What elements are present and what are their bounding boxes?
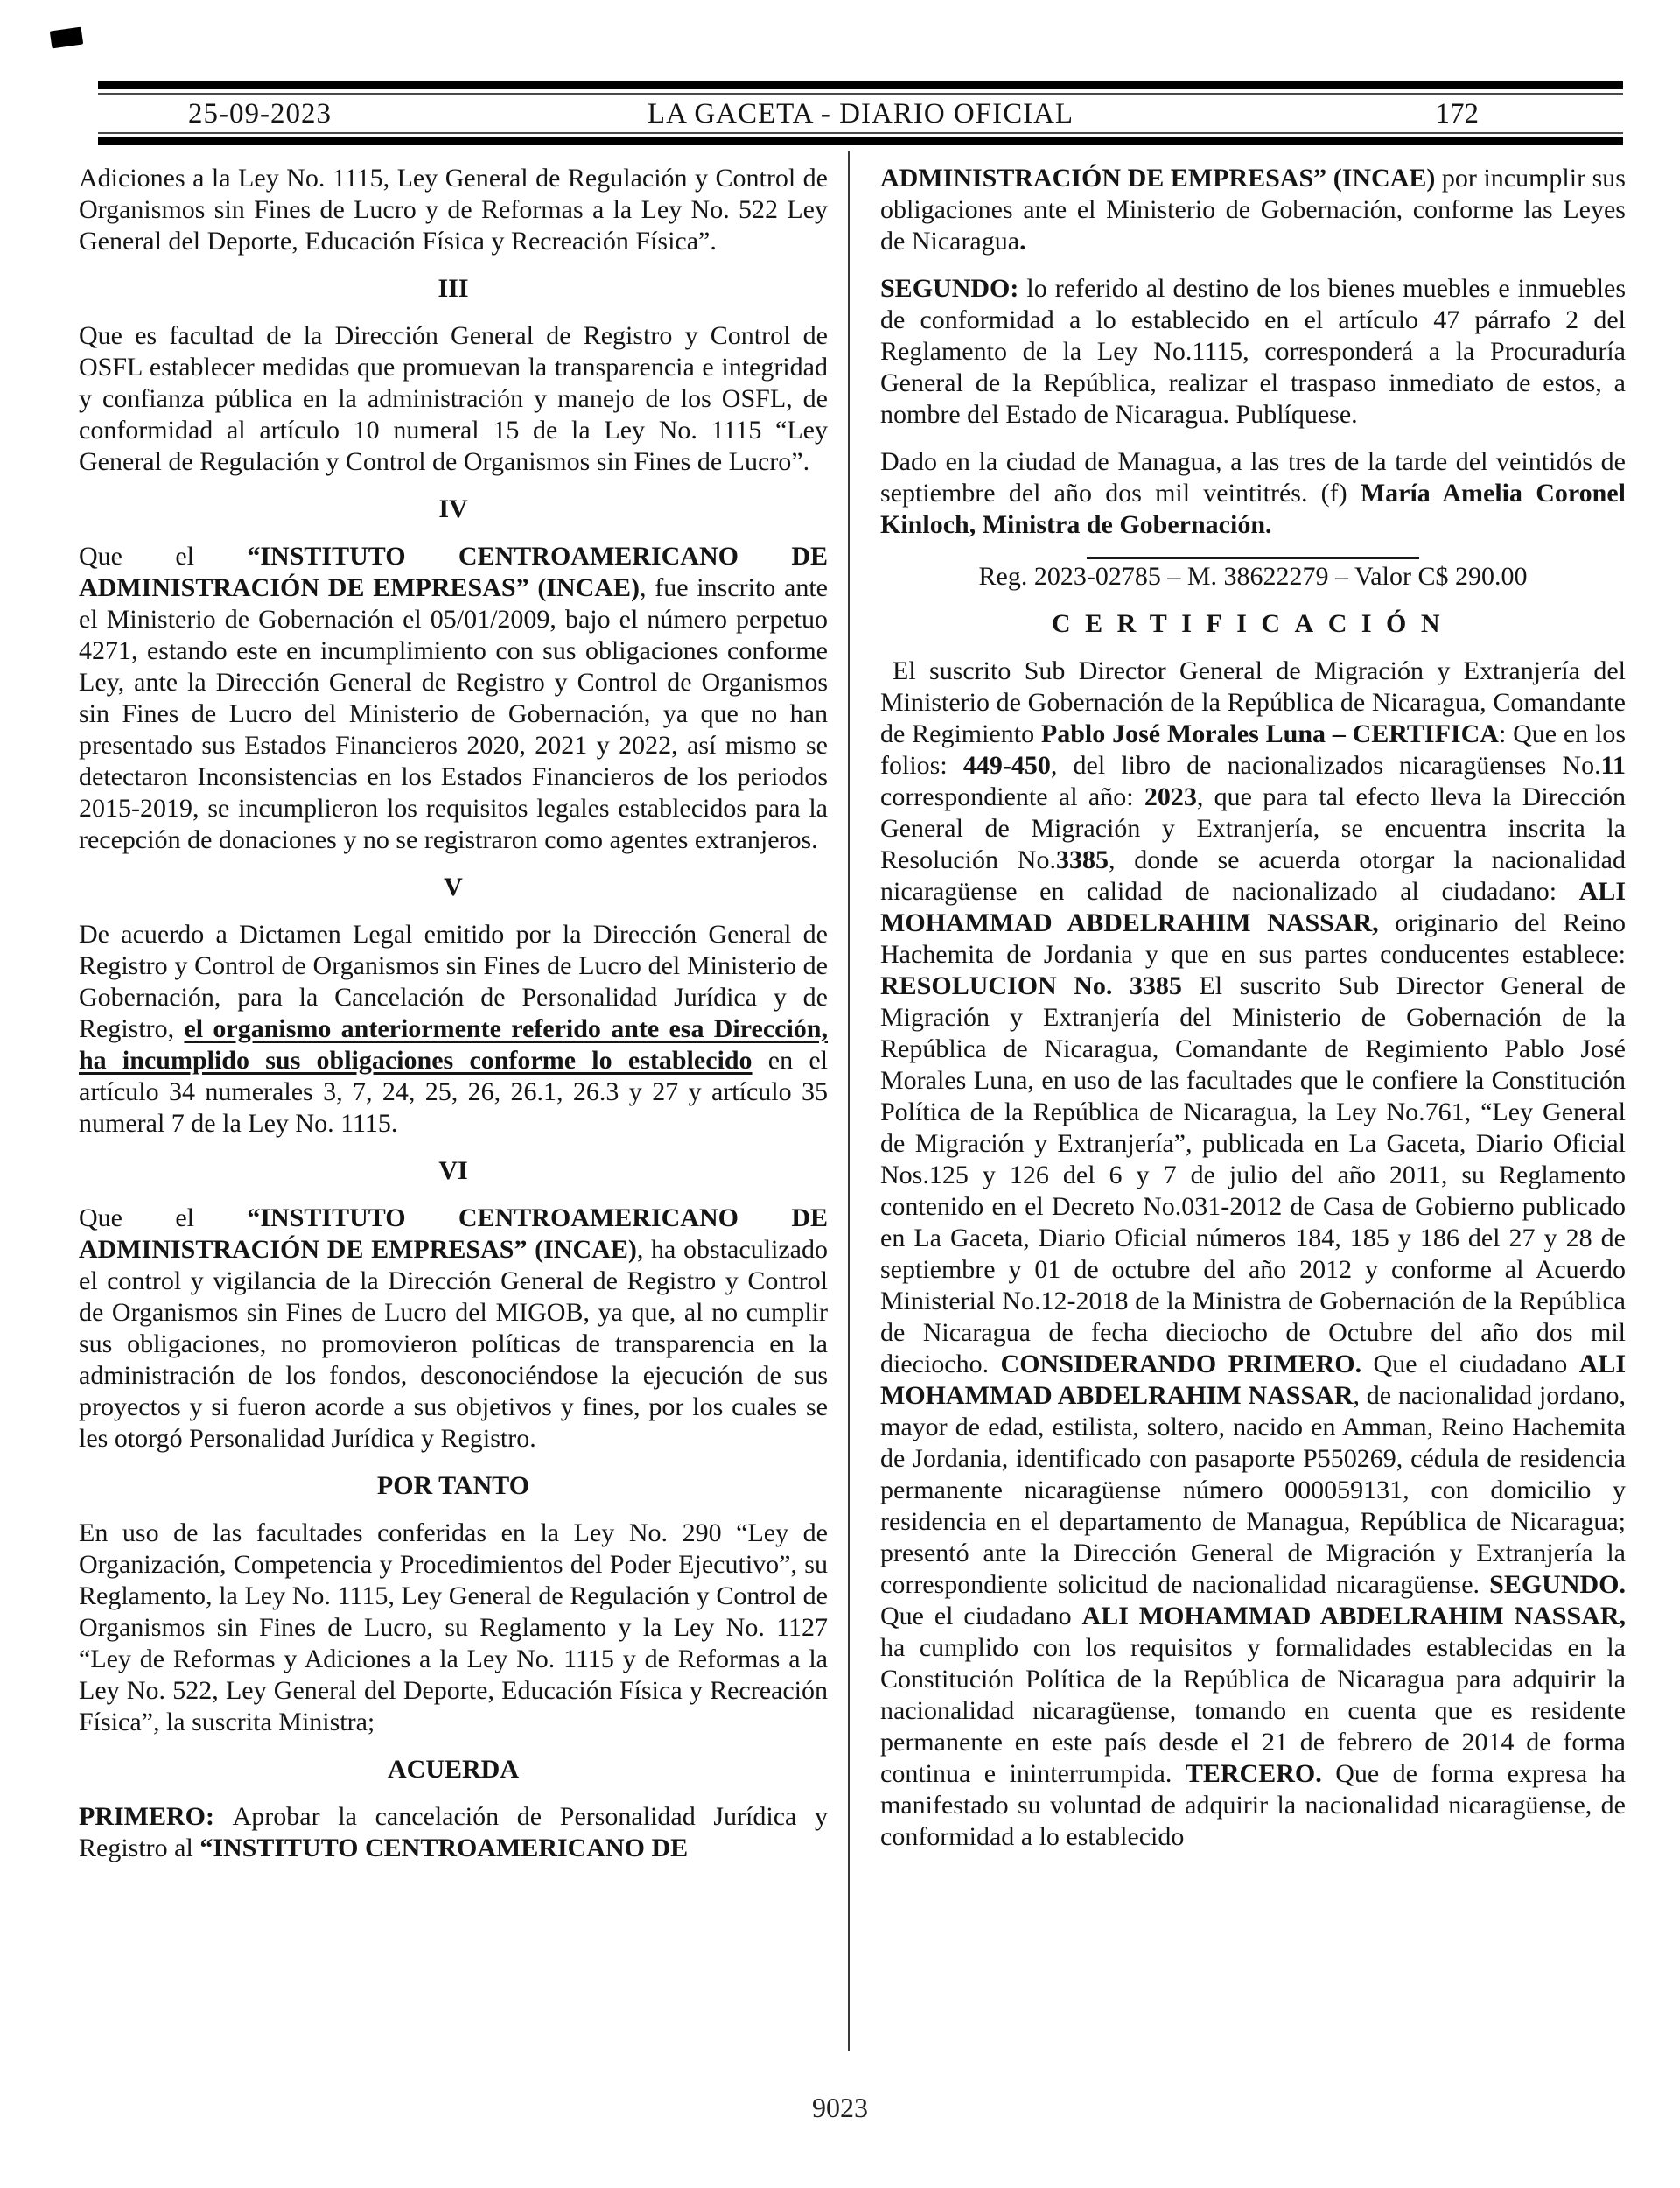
header-rule-thick-top: [98, 81, 1623, 89]
paragraph: [79, 1801, 828, 1864]
text-run: correspondiente al año:: [880, 782, 1144, 811]
paragraph: [880, 273, 1626, 431]
text-run: Aprobar la cancelación de Personalidad Jurídica y Registro al: [79, 1802, 828, 1862]
header-rule-thin-top: [98, 93, 1623, 95]
header-row: [98, 97, 1623, 130]
text-run: “INSTITUTO CENTROAMERICANO DE: [200, 1834, 689, 1862]
text-run: : Que en los folios:: [880, 719, 1627, 780]
text-run: El suscrito Sub Director General de Migración y Extranjería del Ministerio de Gobernación de la República de Nicaragua, Comandante de Regimiento: [880, 656, 1626, 748]
section-heading: CERTIFICACIÓN: [1051, 609, 1455, 638]
left-column: [79, 163, 828, 1880]
text-run: en el artículo 34 numerales 3, 7, 24, 25, 26, 26.1, 26.3 y 27 y artículo 35 numeral 7 de la Ley No. 1115.: [79, 1046, 829, 1138]
section-heading: ACUERDA: [388, 1755, 519, 1784]
header-page-number: 172: [1435, 98, 1479, 130]
header-rule-thick-bottom: [98, 137, 1623, 145]
right-column: [880, 163, 1626, 1869]
text-run: El suscrito Sub Director General de Migración y Extranjería del Ministerio de Gobernación de la República de Nicaragua, Comandante de Regimiento Pablo José Morales Luna, en uso de las facultades que le confiere la Constitución Política de la República de Nicaragua, la Ley No.761, “Ley General de Migración y Extranjería”, publicada en La Gaceta, Diario Oficial Nos.125 y 126 del 6 y 7 de julio del año 2011, su Reglamento contenido en el Decreto No.031-2012 de Casa de Gobierno publicado en La Gaceta, Diario Oficial números 184, 185 y 186 del 27 y 28 de septiembre y 01 de octubre del año 2012 y conforme al Acuerdo Ministerial No.12-2018 de la Ministra de Gobernación de la República de Nicaragua de fecha dieciocho de Octubre del año dos mil dieciocho.: [880, 971, 1626, 1378]
text-run: María Amelia Coronel Kinloch, Ministra de Gobernación.: [880, 479, 1626, 539]
text-run: ALI MOHAMMAD ABDELRAHIM NASSAR,: [880, 877, 1626, 937]
text-run: PRIMERO:: [79, 1802, 233, 1831]
text-run: 3385: [1055, 845, 1109, 874]
paragraph: [79, 163, 828, 257]
text-run: SEGUNDO.: [1489, 1570, 1626, 1599]
text-run: , del libro de nacionalizados nicaragüenses No.: [1050, 751, 1601, 780]
text-run: originario del Reino Hachemita de Jordania y que en sus partes conducentes establece:: [880, 908, 1626, 969]
text-run: lo referido al destino de los bienes muebles e inmuebles de conformidad a lo establecido en el artículo 47 párrafo 2 del Reglamento de la Ley No.1115, corresponderá a la Procuraduría General de la República, realizar el traspaso inmediato de estos, a nombre del Estado de Nicaragua. Publíquese.: [880, 274, 1626, 429]
paragraph: [79, 541, 828, 856]
text-run: por incumplir sus obligaciones ante el Ministerio de Gobernación, conforme las Leyes de Nicaragua: [880, 164, 1626, 256]
text-run: 11: [1600, 751, 1626, 780]
text-run: RESOLUCION No. 3385: [880, 971, 1182, 1000]
text-run: Reg. 2023-02785 – M. 38622279 – Valor C$ 290.00: [978, 562, 1528, 591]
page-footer: [0, 2092, 1680, 2124]
text-run: , fue inscrito ante el Ministerio de Gobernación el 05/01/2009, bajo el número perpetuo 4271, estando este en incumplimiento con sus obligaciones conforme Ley, ante la Dirección General de Registro y Control de Organismos sin Fines de Lucro del Ministerio de Gobernación, ya que no han presentado sus Estados Financieros 2020, 2021 y 2022, así mismo se detectaron Inconsistencias en los Estados Financieros de los periodos 2015-2019, se incumplieron los requisitos legales establecidos para la recepción de donaciones y no se registraron como agentes extranjeros.: [79, 573, 828, 854]
text-run: En uso de las facultades conferidas en la Ley No. 290 “Ley de Organización, Competencia y Procedimientos del Poder Ejecutivo”, su Reglamento, la Ley No. 1115, Ley General de Regulación y Control de Organismos sin Fines de Lucro, su Reglamento y la Ley No. 1127 “Ley de Reformas y Adiciones a la Ley No. 1115 y de Reformas a la Ley No. 522, Ley General del Deporte, Educación Física y Recreación Física”, la suscrita Ministra;: [79, 1518, 828, 1736]
section-heading: III: [438, 274, 469, 303]
paragraph: [79, 1203, 828, 1455]
text-run: ALI MOHAMMAD ABDELRAHIM NASSAR,: [1082, 1602, 1626, 1630]
text-run: CONSIDERANDO PRIMERO.: [1000, 1350, 1362, 1378]
text-run: Que el ciudadano: [1362, 1350, 1579, 1378]
paragraph: [880, 656, 1626, 1853]
column-divider: [848, 151, 850, 2051]
text-run: el organismo anteriormente referido ante esa Dirección, ha incumplido sus obligaciones conforme lo establecido: [79, 1014, 828, 1075]
separator-rule: [1087, 557, 1419, 559]
text-run: 2023: [1144, 782, 1197, 811]
text-run: 449-450: [962, 751, 1051, 780]
text-run: Que es facultad de la Dirección General de Registro y Control de OSFL establecer medidas que promuevan la transparencia e integridad y confianza pública en la administración y manejo de los OSFL, de conformidad al artículo 10 numeral 15 de la Ley No. 1115 “Ley General de Regulación y Control de Organismos sin Fines de Lucro”.: [79, 321, 828, 476]
text-run: ALI MOHAMMAD ABDELRAHIM NASSAR: [880, 1350, 1627, 1410]
section-heading: POR TANTO: [376, 1471, 530, 1500]
text-run: Que el: [79, 542, 248, 571]
section-heading: V: [444, 873, 463, 901]
text-run: Dado en la ciudad de Managua, a las tres de la tarde del veintidós de septiembre del año dos mil veintitrés. (f): [880, 447, 1626, 508]
text-run: Que el: [79, 1203, 248, 1232]
paragraph: [79, 919, 828, 1140]
text-run: Pablo José Morales Luna – CERTIFICA: [1040, 719, 1499, 748]
text-run: Que el ciudadano: [880, 1602, 1082, 1630]
paragraph: [880, 446, 1626, 541]
paragraph: [79, 1518, 828, 1738]
paragraph: [880, 163, 1626, 257]
text-run: TERCERO.: [1185, 1759, 1322, 1788]
paragraph: [79, 320, 828, 478]
text-run: Que de forma expresa ha manifestado su voluntad de adquirir la nacionalidad nicaragüense, de conformidad a lo establecido: [880, 1759, 1626, 1851]
scan-artifact: [50, 27, 83, 49]
text-run: ha cumplido con los requisitos y formalidades establecidas en la Constitución Política de la República de Nicaragua para adquirir la nacionalidad nicaragüense, tomando en cuenta que es residente permanente en este país desde el 21 de febrero de 2014 de forma continua e ininterrumpida.: [880, 1633, 1626, 1788]
header-rule-thin-bottom: [98, 132, 1623, 134]
text-run: ADMINISTRACIÓN DE EMPRESAS” (INCAE): [880, 164, 1436, 193]
text-run: .: [1019, 227, 1026, 256]
text-run: , ha obstaculizado el control y vigilancia de la Dirección General de Registro y Control de Organismos sin Fines de Lucro del MIGOB, ya que, al no cumplir sus obligaciones, no promovieron políticas de transparencia en la administración de los fondos, desconociéndose la ejecución de sus proyectos y si fueron acorde a sus objetivos y fines, por los cuales se les otorgó Personalidad Jurídica y Registro.: [79, 1235, 828, 1453]
header-date: 25-09-2023: [188, 98, 332, 130]
text-run: , de nacionalidad jordano, mayor de edad, estilista, soltero, nacido en Amman, Reino Hachemita de Jordania, identificado con pasaporte P550269, cédula de residencia permanente nicaragüense número 000059131, con domicilio y residencia en el departamento de Managua, República de Nicaragua; presentó ante la Dirección General de Migración y Extranjería la correspondiente solicitud de nacionalidad nicaragüense.: [880, 1381, 1626, 1599]
footer-page-code: 9023: [812, 2092, 868, 2123]
text-run: SEGUNDO:: [880, 274, 1019, 303]
text-run: “INSTITUTO CENTROAMERICANO DE ADMINISTRACIÓN DE EMPRESAS” (INCAE): [79, 1203, 828, 1264]
text-run: , que para tal efecto lleva la Dirección General de Migración y Extranjería, se encuentra inscrita la Resolución No.: [880, 782, 1627, 874]
section-heading: VI: [438, 1156, 468, 1185]
text-run: De acuerdo a Dictamen Legal emitido por la Dirección General de Registro y Control de Organismos sin Fines de Lucro del Ministerio de Gobernación, para la Cancelación de Personalidad Jurídica y de Registro,: [79, 920, 828, 1043]
header-title: LA GACETA - DIARIO OFICIAL: [647, 98, 1074, 130]
section-heading: IV: [438, 494, 468, 523]
paragraph: [880, 561, 1626, 593]
text-run: , donde se acuerda otorgar la nacionalidad nicaragüense en calidad de nacionalizado al ciudadano:: [880, 845, 1626, 906]
text-run: “INSTITUTO CENTROAMERICANO DE ADMINISTRACIÓN DE EMPRESAS” (INCAE): [79, 542, 828, 602]
text-run: Adiciones a la Ley No. 1115, Ley General de Regulación y Control de Organismos sin Fines de Lucro y de Reformas a la Ley No. 522 Ley General del Deporte, Educación Física y Recreación Física”.: [79, 164, 828, 256]
